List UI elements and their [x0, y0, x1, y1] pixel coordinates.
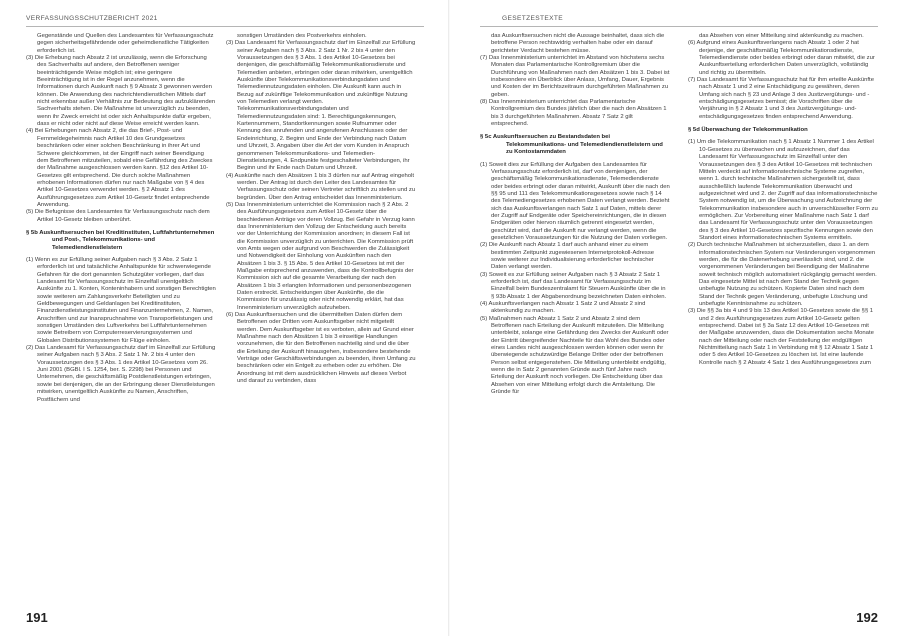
right-page-column-2	[688, 33, 878, 367]
paragraph: (5) Die Befugnisse des Landesamtes für Verfassungsschutz nach dem Artikel 10-Gesetz bleiben unberührt.	[26, 209, 210, 223]
paragraph: (3) Die §§ 3a bis 4 und 9 bis 13 des Artikel 10-Gesetzes sowie die §§ 1 und 2 des Ausführungsgesetzes zum Artikel 10-Gesetz gelten entsprechend. Dabei ist § 3a Satz 12 des Artikel 10-Gesetzes mit der Maßgabe anzuwenden, dass die Dokumentation sechs Monate nach der Mitteilung oder nach der Feststellung der endgültigen Nichtmitteilung nach Satz 1 in Verbindung mit § 12 Absatz 1 Satz 1 oder 5 des Artikel 10-Gesetzes zu löschen ist. Ist eine laufende Kontrolle nach § 2 Absatz 4 Satz 1 des Ausführungsgesetzes zum	[688, 308, 874, 366]
paragraph: (3) Das Landesamt für Verfassungsschutz darf im Einzelfall zur Erfüllung seiner Aufgaben nach § 3 Abs. 2 Satz 1 Nr. 2 bis 4 unter den Voraussetzungen des § 3 Abs. 1 des Artikel 10-Gesetzes bei denjenigen, die geschäftsmäßig Telekommunikationsdienste und Telemedien anbieten, erbringen oder daran mitwirken, unentgeltlich Auskünfte über Telekommunikationsverbindungsdaten und Telemediennutzungsdaten einholen. Die Auskunft kann auch in Bezug auf zukünftige Telekommunikation und zukünftige Nutzung von Telemedien verlangt werden. Telekommunikationsverbindungsdaten und Telemediennutzungsdaten sind: 1. Berechtigungskennungen, Kartennummern, Standortkennungen sowie Rufnummer oder Kennung des anrufenden und angerufenen Anschlusses oder der Endeinrichtung, 2. Beginn und Ende der Verbindung nach Datum und Uhrzeit, 3. Angaben über die Art der vom Kunden in Anspruch genommenen Telekommunikations- und Telemedien-Dienstleistungen, 4. Endpunkte festgeschalteter Verbindungen, ihr Beginn und ihr Ende nach Datum und Uhrzeit.	[226, 40, 416, 172]
left-page-column-1	[26, 33, 216, 404]
paragraph: (1) Um die Telekommunikation nach § 1 Absatz 1 Nummer 1 des Artikel 10-Gesetzes zu überwachen und aufzuzeichnen, darf das Landesamt für Verfassungsschutz im Einzelfall unter den Voraussetzungen des § 3 des Artikel 10-Gesetzes mit technischen Mitteln verdeckt auf informationstechnische Systeme zugreifen, wenn 1. durch technische Maßnahmen sichergestellt ist, dass ausschließlich laufende Telekommunikation überwacht und aufgezeichnet wird und 2. der Zugriff auf das informationstechnische System notwendig ist, um die Überwachung und Aufzeichnung der Telekommunikation insbesondere auch in unverschlüsselter Form zu ermöglichen. Zur Vorbereitung einer Maßnahme nach Satz 1 darf das Landesamt für Verfassungsschutz unter den Voraussetzungen des § 3 des Artikel 10-Gesetzes spezifische Kennungen sowie den Standort eines informationstechnischen Systems ermitteln.	[688, 139, 878, 241]
section-heading: § 5b Auskunftsersuchen bei Kreditinstituten, Luftfahrtunternehmen und Post-, Telekommunikations- und Telemediendienstleistern	[26, 229, 215, 251]
paragraph: (8) Das Innenministerium unterrichtet das Parlamentarische Kontrollgremium des Bundes jährlich über die nach den Absätzen 1 bis 3 durchgeführten Maßnahmen. Absatz 7 Satz 2 gilt entsprechend.	[480, 99, 667, 128]
section-heading: § 5d Überwachung der Telekommunikation	[688, 127, 808, 134]
header-rule	[480, 26, 878, 27]
paragraph: (2) Durch technische Maßnahmen ist sicherzustellen, dass 1. an dem informationstechnischen System nur Veränderungen vorgenommen werden, die für die Datenerhebung unerlässlich sind, und 2. die vorgenommenen Veränderungen bei Beendigung der Maßnahme soweit technisch möglich automatisiert rückgängig gemacht werden. Das eingesetzte Mittel ist nach dem Stand der Technik gegen unbefugte Nutzung zu schützen. Kopierte Daten sind nach dem Stand der Technik gegen Veränderung, unbefugte Löschung und unbefugte Kenntnisnahme zu schützen.	[688, 242, 877, 308]
paragraph: das Absehen von einer Mitteilung sind aktenkundig zu machen.	[699, 33, 864, 39]
left-page-column-2	[226, 33, 416, 386]
paragraph: (4) Auskünfte nach den Absätzen 1 bis 3 dürfen nur auf Antrag eingeholt werden. Der Antrag ist durch den Leiter des Landesamtes für Verfassungsschutz oder seinen Vertreter schriftlich zu stellen und zu begründen. Über den Antrag entscheidet das Innenministerium.	[226, 172, 416, 201]
header-rule	[26, 26, 424, 27]
page-number-left: 191	[26, 610, 48, 625]
paragraph: (4) Bei Erhebungen nach Absatz 2, die das Brief-, Post- und Fernmeldegeheimnis nach Artikel 10 des Grundgesetzes beschränken oder einer solchen Beschränkung in ihrer Art und Schwere gleichkommen, ist der Eingriff nach seiner Beendigung dem Betroffenen mitzuteilen, sobald eine Gefährdung des Zweckes der Maßnahme ausgeschlossen werden kann. §12 des Artikel 10-Gesetzes gilt entsprechend. Die durch solche Maßnahmen erhobenen Informationen dürfen nur nach Maßgabe von § 4 des Artikel 10-Gesetzes verwendet werden. § 2 Absatz 1 des Ausführungsgesetzes zum Artikel 10-Gesetz findet entsprechende Anwendung.	[26, 128, 213, 208]
paragraph: (3) Die Erhebung nach Absatz 2 ist unzulässig, wenn die Erforschung des Sachverhalts auf andere, den Betroffenen weniger beeinträchtigende Weise möglich ist; eine geringere Beeinträchtigung ist in der Regel anzunehmen, wenn die Informationen durch Auskunft nach § 9 Absatz 3 gewonnen werden können. Die Anwendung des nachrichtendienstlichen Mittels darf nicht erkennbar außer Verhältnis zur Bedeutung des aufzuklärenden Sachverhalts stehen. Die Maßnahme ist unverzüglich zu beenden, wenn ihr Zweck erreicht ist oder sich Anhaltspunkte dafür ergeben, dass er nicht oder nicht auf diese Weise erreicht werden kann.	[26, 55, 216, 128]
paragraph: (2) Die Auskunft nach Absatz 1 darf auch anhand einer zu einem bestimmten Zeitpunkt zugewiesenen Internetprotokoll-Adresse sowie weiterer zur Individualisierung erforderlicher technischer Daten verlangt werden.	[480, 242, 655, 271]
paragraph: das Auskunftsersuchen nicht die Aussage beinhaltet, dass sich die betroffene Person rechtswidrig verhalten habe oder ein darauf gerichteter Verdacht bestehen müsse.	[491, 33, 665, 54]
paragraph: (4) Auskunftsverlangen nach Absatz 1 Satz 2 und Absatz 2 sind aktenkundig zu machen.	[480, 301, 646, 315]
paragraph: (5) Maßnahmen nach Absatz 1 Satz 2 und Absatz 2 sind dem Betroffenen nach Erteilung der Auskunft mitzuteilen. Die Mitteilung unterbleibt, solange eine Gefährdung des Zwecks der Auskunft oder der Eintritt übergreifender Nachteile für das Wohl des Bundes oder eines Landes nicht ausgeschlossen werden können oder wenn ihr überwiegende schutzwürdige Belange Dritter oder der betroffenen Person selbst entgegenstehen. Die Mitteilung unterbleibt endgültig, wenn die in Satz 2 genannten Gründe auch fünf Jahre nach Erteilung der Auskunft noch vorliegen. Die Entscheidung über das Absehen von einer Mitteilung erfolgt durch die Amtsleitung. Die Gründe für	[480, 315, 669, 396]
paragraph: (1) Wenn es zur Erfüllung seiner Aufgaben nach § 3 Abs. 2 Satz 1 erforderlich ist und tatsächliche Anhaltspunkte für schwerwiegende Gefahren für die dort genannten Schutzgüter vorliegen, darf das Landesamt für Verfassungsschutz im Einzelfall unentgeltlich Auskünfte zu 1. Konten, Konteninhabern und sonstigen Berechtigten sowie weiteren am Zahlungsverkehr Beteiligten und zu Geldbewegungen und Geldanlagen bei Kreditinstituten, Finanzdienstleistungsinstituten und Finanzunternehmen, 2. Namen, Anschriften und zur Inanspruchnahme von Transportleistungen und sonstigen Umständen des Luftverkehrs bei Luftfahrtunternehmen sowie Betreibern von Computerreservierungssystemen und Globalen Distributionssystemen für Flüge einholen.	[26, 256, 216, 344]
running-header-right: GESETZESTEXTE	[502, 15, 563, 22]
paragraph: (1) Soweit dies zur Erfüllung der Aufgaben des Landesamtes für Verfassungsschutz erforderlich ist, darf von demjenigen, der geschäftsmäßig Telekommunikationsdienste, Telemediendienste oder beides erbringt oder daran mitwirkt, Auskunft über die nach den §§ 95 und 111 des Telekommunikationsgesetzes sowie nach § 14 des Telemediengesetzes erhobenen Daten verlangt werden. Bezieht sich das Auskunftsverlangen nach Satz 1 auf Daten, mittels derer der Zugriff auf Endgeräte oder Speichereinrichtungen, die in diesen Endgeräten oder hiervon räumlich getrennt eingesetzt werden, geschützt wird, darf die Auskunft nur verlangt werden, wenn die gesetzlichen Voraussetzungen für die Nutzung der Daten vorliegen.	[480, 161, 670, 241]
paragraph: sonstigen Umständen des Postverkehrs einholen.	[237, 33, 367, 39]
paragraph: (6) Aufgrund eines Auskunftsverlangens nach Absatz 1 oder 2 hat derjenige, der geschäftsmäßig Telekommunikationsdienste, Telemediendienste oder beides erbringt oder daran mitwirkt, die zur Auskunftserteilung erforderlichen Daten unverzüglich, vollständig und richtig zu übermitteln.	[688, 40, 875, 76]
paragraph: (5) Das Innenministerium unterrichtet die Kommission nach § 2 Abs. 2 des Ausführungsgesetzes zum Artikel 10-Gesetz über die beschiedenen Anträge vor deren Vollzug. Bei Gefahr in Verzug kann das Innenministerium den Vollzug der Entscheidung auch bereits vor der Unterrichtung der Kommission anordnen; in diesem Fall ist die Kommission unverzüglich zu unterrichten. Die Kommission prüft von Amts wegen oder aufgrund von Beschwerden die Zulässigkeit und Notwendigkeit der Einholung von Auskünften nach den Absätzen 1 bis 3. § 15 Abs. 5 des Artikel 10-Gesetzes ist mit der Maßgabe entsprechend anzuwenden, dass die Kontrollbefugnis der Kommission sich auf die gesamte Verarbeitung der nach den Absätzen 1 bis 3 erlangten Informationen und personenbezogenen Daten erstreckt. Entscheidungen über Auskünfte, die die Kommission für unzulässig oder nicht notwendig erklärt, hat das Innenministerium unverzüglich aufzuheben.	[226, 201, 415, 311]
paragraph: Gegenstände und Quellen des Landesamtes für Verfassungsschutz gegen sicherheitsgefährdende oder geheimdienstliche Tätigkeiten erforderlich ist.	[37, 33, 214, 54]
right-page-column-1	[480, 33, 670, 397]
paragraph: (7) Das Landesamt für Verfassungsschutz hat für ihm erteilte Auskünfte nach Absatz 1 und 2 eine Entschädigung zu gewähren, deren Umfang sich nach § 23 und Anlage 3 des Justizvergütungs- und -entschädigungsgesetzes bemisst; die Vorschriften über die Verjährung in § 2 Absatz 1 und 3 des Justizvergütungs- und-entschädigungsgesetzes finden entsprechend Anwendung.	[688, 77, 874, 120]
paragraph: (6) Das Auskunftsersuchen und die übermittelten Daten dürfen dem Betroffenen oder Dritten vom Auskunftsgeber nicht mitgeteilt werden. Dem Auskunftsgeber ist es verboten, allein auf Grund einer Maßnahme nach den Absätzen 1 bis 3 einseitige Handlungen vorzunehmen, die für den Betroffenen nachteilig sind und die über die Erteilung der Auskunft hinausgehen, insbesondere bestehende Verträge oder Geschäftsverbindungen zu beenden, ihren Umfang zu beschränken oder ein Entgelt zu erheben oder zu erhöhen. Die Anordnung ist mit dem ausdrücklichen Hinweis auf dieses Verbot und darauf zu verbinden, dass	[226, 312, 416, 385]
paragraph: (2) Das Landesamt für Verfassungsschutz darf im Einzelfall zur Erfüllung seiner Aufgaben nach § 3 Abs. 2 Satz 1 Nr. 2 bis 4 unter den Voraussetzungen des § 3 Abs. 1 des Artikel 10-Gesetzes vom 26. Juni 2001 (BGBl. I S. 1254, ber. S. 2298) bei Personen und Unternehmen, die geschäftsmäßig Postdienstleistungen erbringen, sowie bei denjenigen, die an der Erbringung dieser Dienstleistungen mitwirken, unentgeltlich Auskünfte zu Namen, Anschriften, Postfächern und	[26, 345, 216, 403]
page-number-right: 192	[856, 610, 878, 625]
paragraph: (3) Soweit es zur Erfüllung seiner Aufgaben nach § 3 Absatz 2 Satz 1 erforderlich ist, darf das Landesamt für Verfassungsschutz im Einzelfall beim Bundeszentralamt für Steuern Auskünfte über die in § 93b Absatz 1 der Abgabenordnung bezeichneten Daten einholen.	[480, 271, 667, 300]
section-heading: § 5c Auskunftsersuchen zu Bestandsdaten bei Telekommunikations- und Telemediendienstleistern und zu Kontostammdaten	[480, 134, 663, 156]
right-page	[450, 0, 900, 636]
paragraph: (7) Das Innenministerium unterrichtet im Abstand von höchstens sechs Monaten das Parlamentarische Kontrollgremium über die Durchführung von Maßnahmen nach den Absätzen 1 bis 3. Dabei ist insbesondere ein Überblick über Anlass, Umfang, Dauer, Ergebnis und Kosten der im Berichtszeitraum durchgeführten Maßnahmen zu geben.	[480, 55, 670, 98]
running-header-left: VERFASSUNGSSCHUTZBERICHT 2021	[26, 15, 158, 22]
